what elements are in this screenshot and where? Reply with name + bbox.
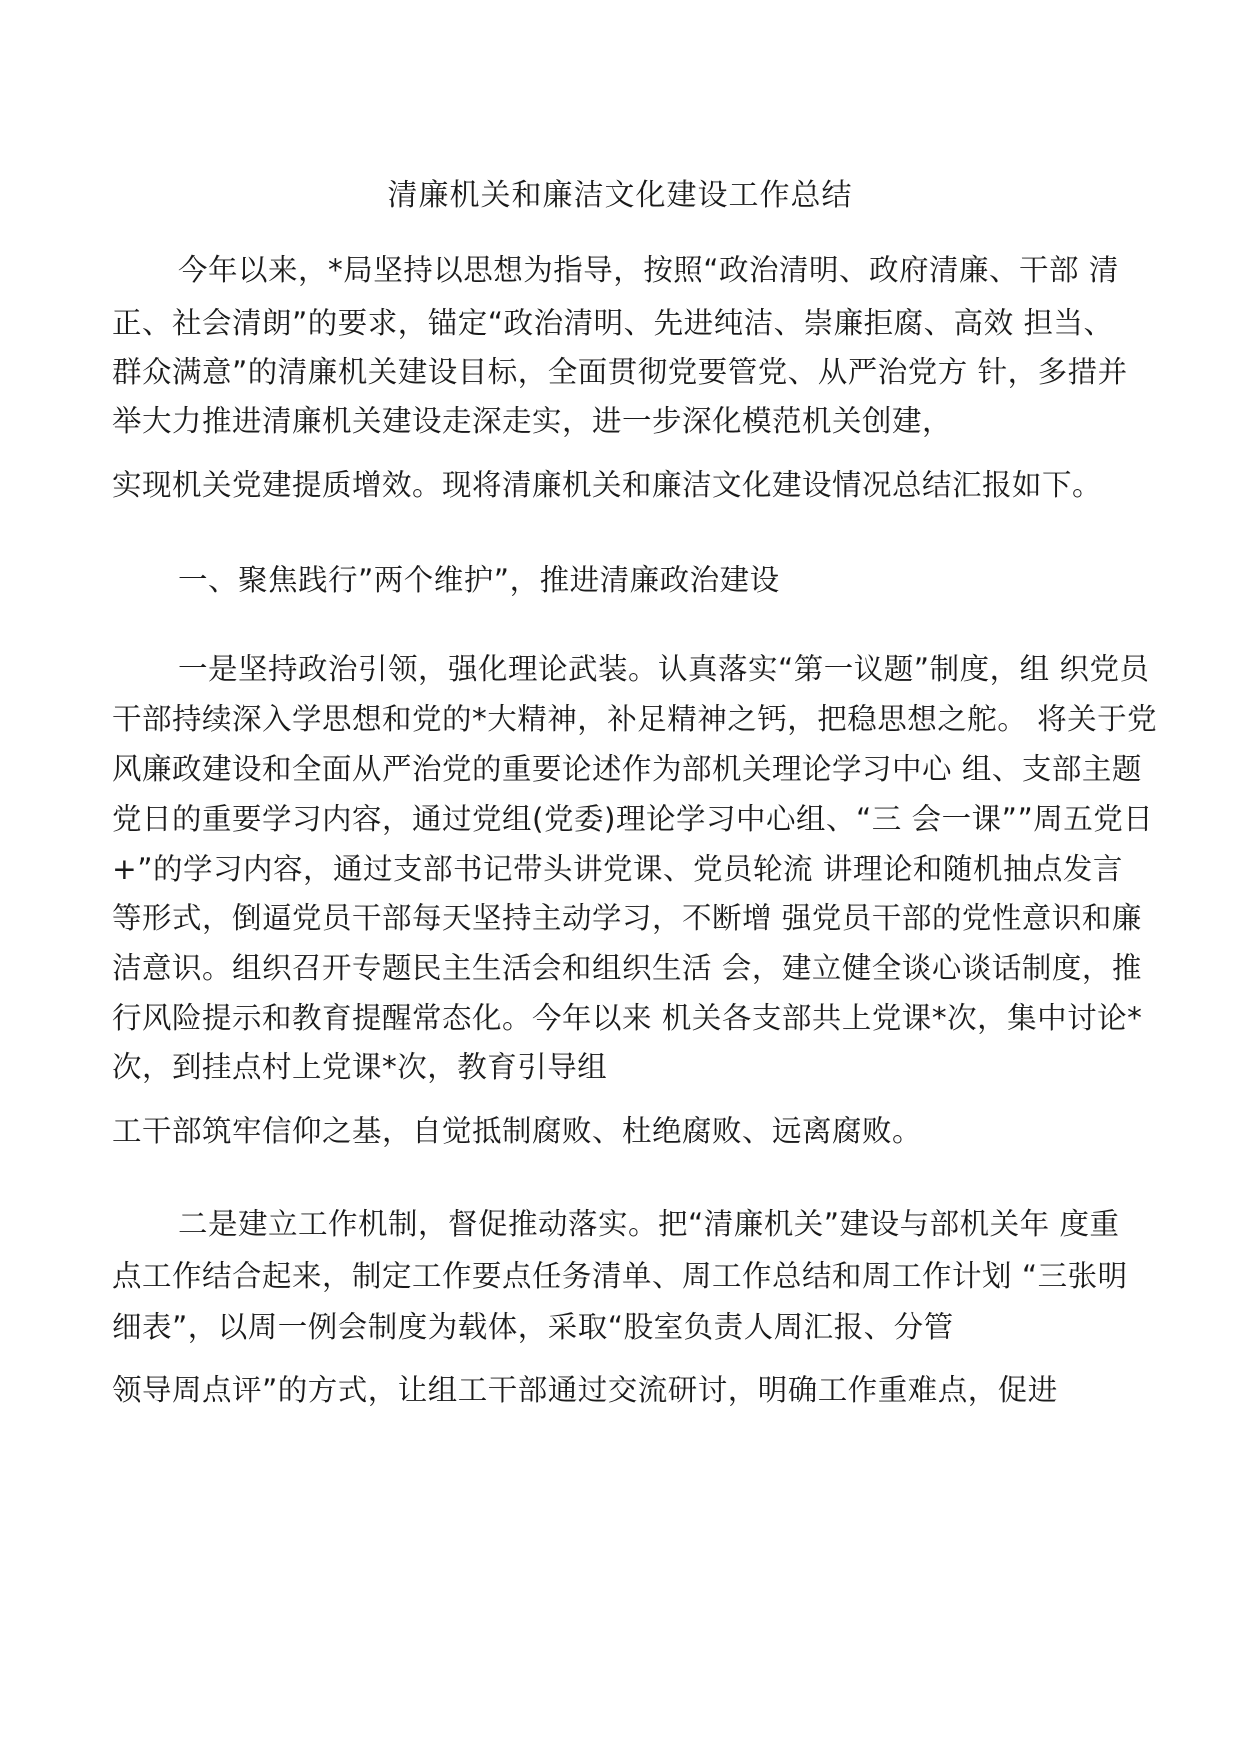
paragraph-line: +”的学习内容，通过支部书记带头讲党课、党员轮流 讲理论和随机抽点发言 (112, 852, 1123, 886)
paragraph-line: 举大力推进清廉机关建设走深走实，进一步深化模范机关创建， (112, 404, 953, 438)
paragraph-line: 领导周点评”的方式，让组工干部通过交流研讨，明确工作重难点，促进 (112, 1373, 1058, 1407)
paragraph-line: 正、社会清朗”的要求，锚定“政治清明、先进纯洁、崇廉拒腐、高效 担当、 (112, 306, 1114, 340)
paragraph-line: 点工作结合起来，制定工作要点任务清单、周工作总结和周工作计划 “三张明 (112, 1259, 1128, 1293)
paragraph-line: 工干部筑牢信仰之基，自觉抵制腐败、杜绝腐败、远离腐败。 (112, 1114, 923, 1148)
paragraph-line: 群众满意”的清廉机关建设目标，全面贯彻党要管党、从严治党方 针，多措并 (112, 355, 1128, 389)
paragraph-line: 一是坚持政治引领，强化理论武装。认真落实“第一议题”制度，组 织党员 (178, 652, 1150, 686)
paragraph-line: 次，到挂点村上党课*次，教育引导组 (112, 1050, 608, 1084)
paragraph-line: 今年以来，*局坚持以思想为指导，按照“政治清明、政府清廉、干部 清 (178, 253, 1119, 287)
paragraph-line: 行风险提示和教育提醒常态化。今年以来 机关各支部共上党课*次，集中讨论* (112, 1001, 1143, 1035)
paragraph-line: 洁意识。组织召开专题民主生活会和组织生活 会，建立健全谈心谈话制度，推 (112, 951, 1142, 985)
paragraph-line: 细表”，以周一例会制度为载体，采取“股室负责人周汇报、分管 (112, 1310, 954, 1344)
section-heading: 一、聚焦践行”两个维护”，推进清廉政治建设 (178, 563, 780, 597)
paragraph-line: 风廉政建设和全面从严治党的重要论述作为部机关理论学习中心 组、支部主题 (112, 752, 1142, 786)
paragraph-line: 二是建立工作机制，督促推动落实。把“清廉机关”建设与部机关年 度重 (178, 1207, 1120, 1241)
document-title: 清廉机关和廉洁文化建设工作总结 (387, 178, 853, 213)
paragraph-line: 实现机关党建提质增效。现将清廉机关和廉洁文化建设情况总结汇报如下。 (112, 468, 1103, 502)
paragraph-line: 党日的重要学习内容，通过党组(党委)理论学习中心组、“三 会一课””周五党日 (112, 802, 1154, 836)
paragraph-line: 等形式，倒逼党员干部每天坚持主动学习，不断增 强党员干部的党性意识和廉 (112, 901, 1142, 935)
paragraph-line: 干部持续深入学思想和党的*大精神，补足精神之钙，把稳思想之舵。 将关于党 (112, 702, 1158, 736)
